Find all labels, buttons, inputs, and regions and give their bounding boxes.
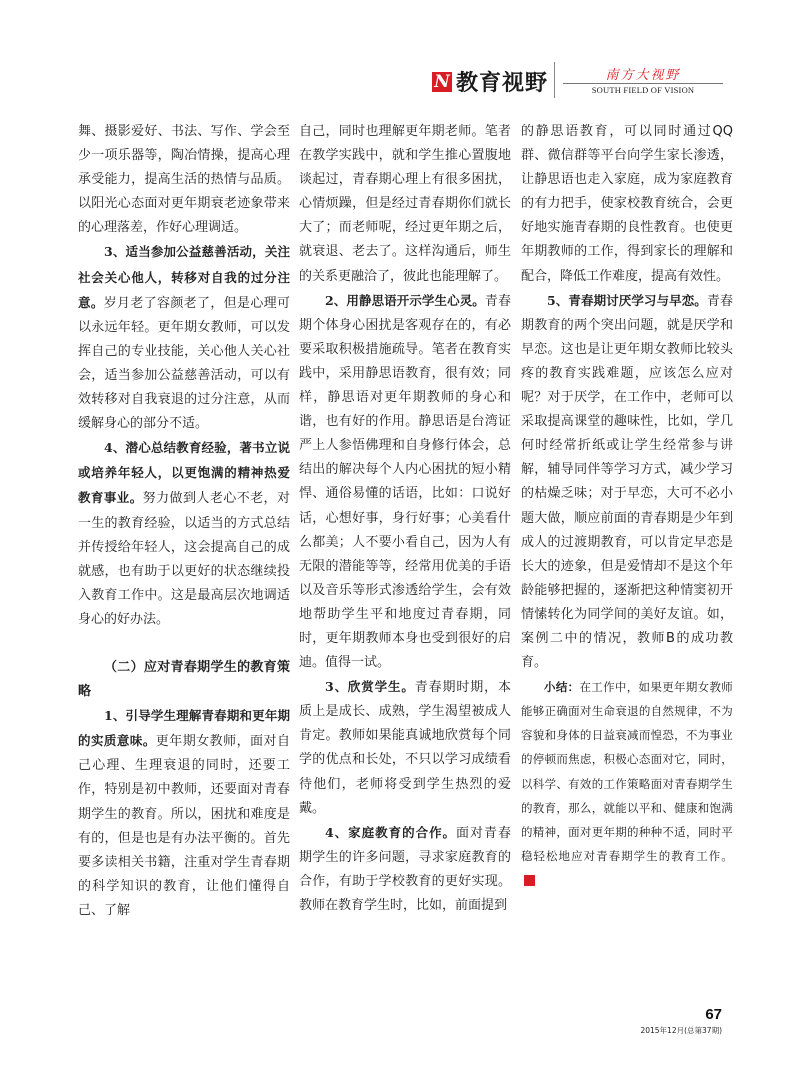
paragraph: 4、潜心总结教育经验，著书立说或培养年轻人，以更饱满的精神热爱教育事业。努力做到人老心不老，对一生的教育经验，以适当的方式总结并传授给年轻人，这会提高自己的成就感，也有助于以更好的状态继续投入教育工作中。这是最高层次地调适身心的好办法。 [78, 440, 290, 627]
paragraph: 3、适当参加公益慈善活动，关注社会关心他人，转移对自我的过分注意。岁月老了容颜老了，但是心理可以永远年轻。更年期女教师，可以发挥自己的专业技能，关心他人关心社会，适当参加公益慈善活动，可以有效转移对自我衰退的过分注意，从而缓解身心的部分不适。 [78, 244, 290, 432]
brand-name-en: SOUTH FIELD OF VISION [591, 85, 695, 95]
text-column-2 [299, 120, 511, 918]
paragraph: 2、用静思语开示学生心灵。青春期个体身心困扰是客观存在的，有必要采取积极措施疏导。笔者在教育实践中，采用静思语教育，很有效；同样，静思语对更年期教师的身心和谐，也有好的作用。静思语是台湾证严上人参悟佛理和自身修行体会，总结出的解决每个人内心困扰的短小精悍、通俗易懂的话语，比如：口说好话，心想好事，身行好事；心美看什么都美；人不要小看自己，因为人有无限的潜能等等，经常用优美的手语以及音乐等形式渗透给学生，会有效地帮助学生平和地度过青春期，同时，更年期教师本身也受到很好的启迪。值得一试。 [299, 292, 511, 671]
paragraph: 5、青春期讨厌学习与早恋。青春期教育的两个突出问题，就是厌学和早恋。这也是让更年期女教师比较头疼的教育实践难题，应该怎么应对呢？对于厌学，在工作中，老师可以采取提高课堂的趣味性，比如，学几何时经常折纸或让学生经常参与讲解，辅导同伴等学习方式，减少学习的枯燥乏味；对于早恋，大可不必小题大做，顺应前面的青春期是少年到成人的过渡期教育，可以肯定早恋是长大的迹象，但是爱情却不是这个年龄能够把握的，逐渐把这种情窦初开情愫转化为同学间的美好友谊。如，案例二中的情况，教师B的成功教育。 [521, 292, 733, 671]
summary-label: 小结： [544, 680, 580, 695]
brand-name-cn: 南方大视野 [605, 68, 681, 83]
spacer [78, 632, 290, 656]
section-title: 教育视野 [456, 71, 549, 96]
paragraph-heading: 3、欣赏学生。 [325, 679, 415, 695]
text-column-3 [521, 120, 733, 892]
paragraph: 4、家庭教育的合作。面对青春期学生的许多问题，寻求家庭教育的合作，有助于学校教育的更好实现。教师在教育学生时，比如，前面提到 [299, 824, 511, 913]
end-mark-icon: N [524, 875, 535, 886]
paragraph: 自己，同时也理解更年期老师。笔者在教学实践中，就和学生推心置腹地谈起过，青春期心理上有很多困扰，心情烦躁，但是经过青春期你们就长大了；而老师呢，经过更年期之后，就衰退、老去了。这样沟通后，师生的关系更融洽了，彼此也能理解了。 [299, 124, 511, 284]
section-heading: （二）应对青春期学生的教育策略 [78, 659, 290, 700]
paragraph-heading: 4、潜心总结教育经验，著书立说或培养年轻人，以更饱满的精神热爱教育事业。 [78, 440, 290, 506]
page-header [432, 62, 722, 98]
paragraph-heading: 3、适当参加公益慈善活动，关注社会关心他人，转移对自我的过分注意。 [78, 244, 290, 310]
issue-info: 2015年12月(总第37期) [640, 1026, 722, 1035]
page-number: 67 [705, 1006, 722, 1023]
paragraph: 1、引导学生理解青春期和更年期的实质意味。更年期女教师，面对自己心理、生理衰退的同时，还要工作，特别是初中教师，还要面对青春期学生的教育。所以，困扰和难度是有的，但是也是有办法平衡的。首先要多读相关书籍，注重对学生青春期的科学知识的教育，让他们懂得自己、了解 [78, 708, 290, 918]
text-column-1 [78, 120, 290, 923]
paragraph: 3、欣赏学生。青春期时期，本质上是成长、成熟，学生渴望被成人肯定。教师如果能真诚地欣赏每个同学的优点和长处，不只以学习成绩看待他们，老师将受到学生热烈的爱戴。 [299, 679, 511, 816]
paragraph-heading: 2、用静思语开示学生心灵。 [325, 292, 485, 308]
paragraph: 舞、摄影爱好、书法、写作、学会至少一项乐器等，陶冶情操，提高心理承受能力，提高生活的热情与品质。以阳光心态面对更年期衰老迹象带来的心理落差，作好心理调适。 [78, 124, 290, 236]
paragraph-heading: 1、引导学生理解青春期和更年期的实质意味。 [78, 708, 290, 749]
paragraph: 的静思语教育，可以同时通过QQ群、微信群等平台向学生家长渗透，让静思语也走入家庭，成为家庭教育的有力把手，使家校教育统合，会更好地实施青春期的良性教育。也使更年期教师的工作，得到家长的理解和配合，降低工作难度，提高有效性。 [521, 124, 733, 284]
paragraph-heading: 4、家庭教育的合作。 [325, 824, 457, 840]
magazine-logo: N [432, 72, 452, 92]
brand-divider [563, 83, 723, 84]
brand-block [554, 62, 723, 98]
paragraph-heading: 5、青春期讨厌学习与早恋。 [547, 292, 707, 308]
summary-paragraph: 小结：在工作中，如果更年期女教师能够正确面对生命衰退的自然规律，不为容貌和身体的日益衰减而惶恐，不为事业的停顿而焦虑，积极心态面对它，同时，以科学、有效的工作策略面对青春期学生的教育，那么，就能以平和、健康和饱满的精神，面对更年期的种种不适，同时平稳轻松地应对青春期学生的教育工作。N [521, 680, 733, 886]
